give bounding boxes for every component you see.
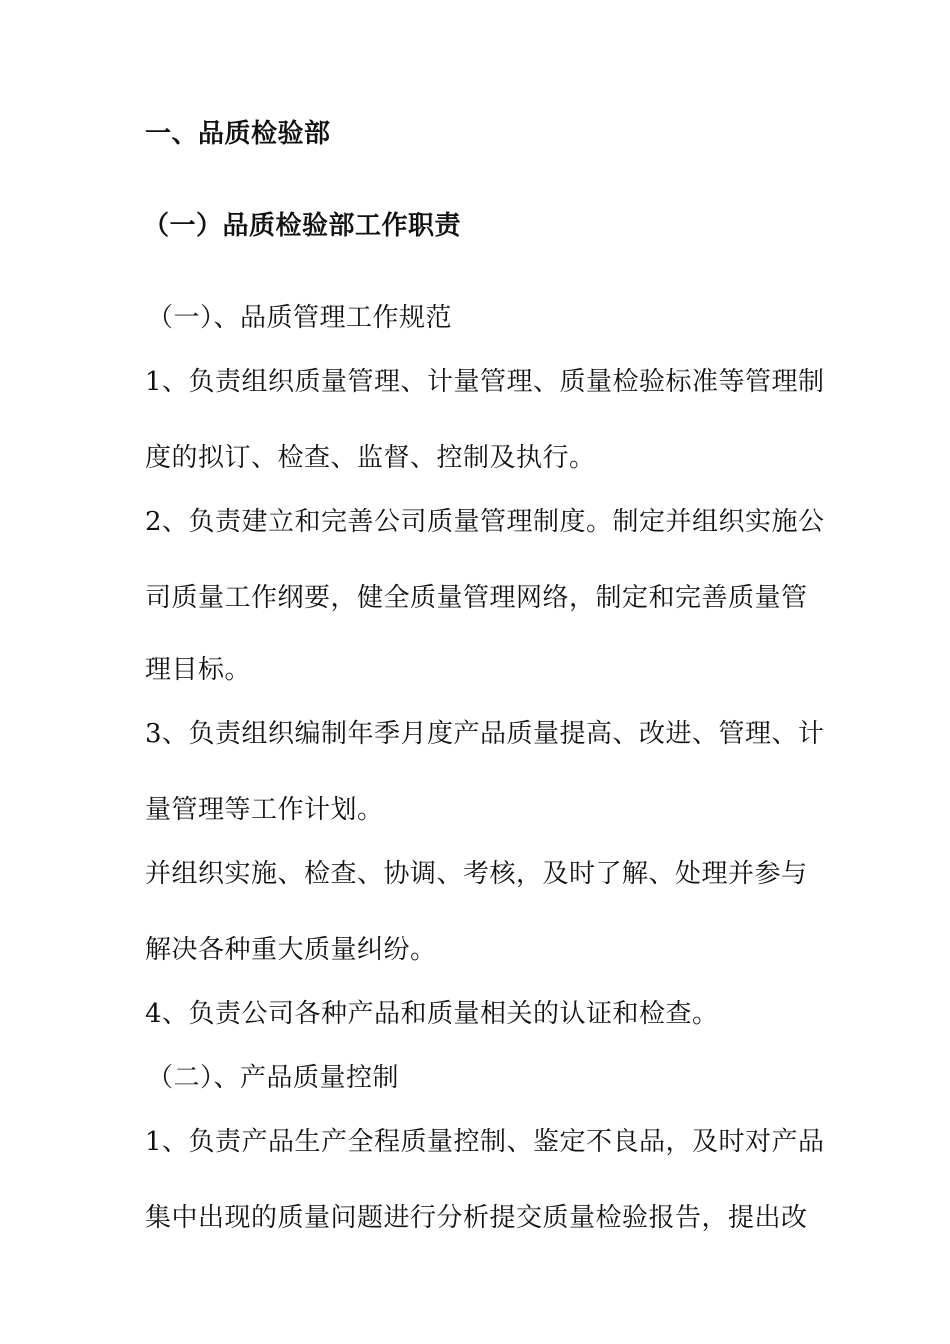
paragraph-line: 1、负责组织质量管理、计量管理、质量检验标准等管理制: [145, 367, 825, 397]
heading-1: 一、品质检验部: [145, 119, 331, 149]
paragraph-line: 4、负责公司各种产品和质量相关的认证和检查。: [145, 999, 719, 1029]
paragraph-line: 集中出现的质量问题进行分析提交质量检验报告，提出改: [145, 1203, 808, 1233]
paragraph-line: 理目标。: [145, 655, 252, 685]
paragraph-line: 1、负责产品生产全程质量控制、鉴定不良品，及时对产品: [145, 1127, 825, 1157]
heading-2: （一）品质检验部工作职责: [143, 211, 462, 241]
section-2-title: （二）、产品质量控制: [147, 1063, 400, 1093]
paragraph-line: 2、负责建立和完善公司质量管理制度。制定并组织实施公: [145, 507, 825, 537]
section-1-title: （一）、品质管理工作规范: [147, 303, 453, 333]
paragraph-line: 解决各种重大质量纠纷。: [145, 935, 437, 965]
paragraph-line: 并组织实施、检查、协调、考核，及时了解、处理并参与: [145, 859, 808, 889]
paragraph-line: 3、负责组织编制年季月度产品质量提高、改进、管理、计: [145, 719, 825, 749]
paragraph-line: 度的拟订、检查、监督、控制及执行。: [145, 443, 596, 473]
paragraph-line: 司质量工作纲要，健全质量管理网络，制定和完善质量管: [145, 583, 808, 613]
paragraph-line: 量管理等工作计划。: [145, 795, 384, 825]
